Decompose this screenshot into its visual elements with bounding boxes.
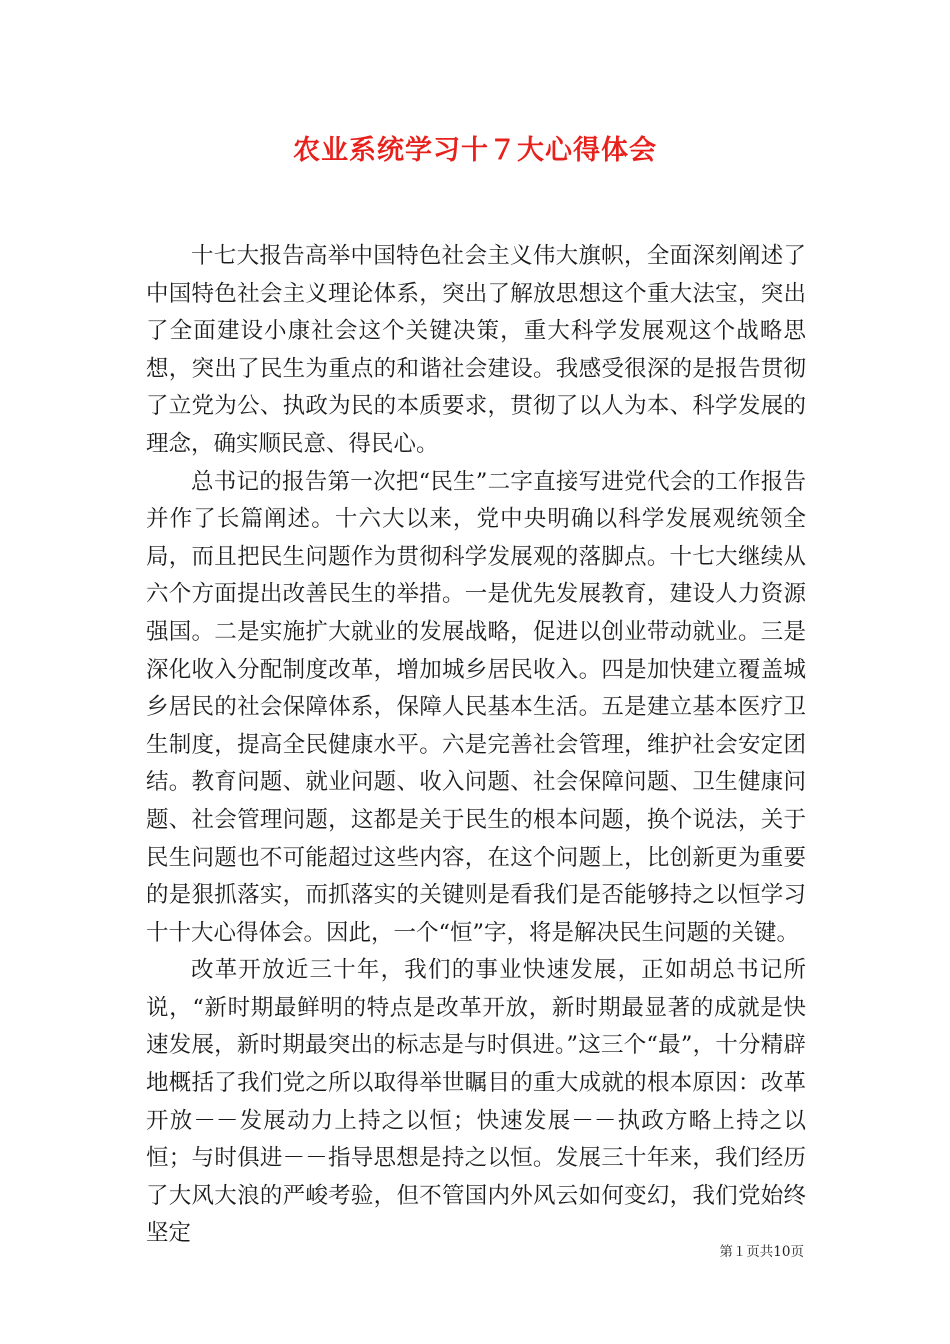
document-body — [146, 238, 806, 1253]
paragraph-2: 总书记的报告第一次把“民生”二字直接写进党代会的工作报告并作了长篇阐述。十六大以来，党中央明确以科学发展观统领全局，而且把民生问题作为贯彻科学发展观的落脚点。十七大继续从六个方面提出改善民生的举措。一是优先发展教育，建设人力资源强国。二是实施扩大就业的发展战略，促进以创业带动就业。三是深化收入分配制度改革，增加城乡居民收入。四是加快建立覆盖城乡居民的社会保障体系，保障人民基本生活。五是建立基本医疗卫生制度，提高全民健康水平。六是完善社会管理，维护社会安定团结。教育问题、就业问题、收入问题、社会保障问题、卫生健康问题、社会管理问题，这都是关于民生的根本问题，换个说法，关于民生问题也不可能超过这些内容，在这个问题上，比创新更为重要的是狠抓落实，而抓落实的关键则是看我们是否能够持之以恒学习十十大心得体会。因此，一个“恒”字，将是解决民生问题的关键。 — [146, 468, 806, 946]
page-number: 第１页共10页 — [719, 1244, 804, 1260]
document-title: 农业系统学习十７大心得体会 — [293, 135, 657, 166]
paragraph-1: 十七大报告高举中国特色社会主义伟大旗帜，全面深刻阐述了中国特色社会主义理论体系，突出了解放思想这个重大法宝，突出了全面建设小康社会这个关键决策，重大科学发展观这个战略思想，突出了民生为重点的和谐社会建设。我感受很深的是报告贯彻了立党为公、执政为民的本质要求，贯彻了以人为本、科学发展的理念，确实顺民意、得民心。 — [146, 243, 806, 457]
paragraph-3: 改革开放近三十年，我们的事业快速发展，正如胡总书记所说，“新时期最鲜明的特点是改革开放，新时期最显著的成就是快速发展，新时期最突出的标志是与时俱进。”这三个“最”，十分精辟地概括了我们党之所以取得举世瞩目的重大成就的根本原因：改革开放－－发展动力上持之以恒；快速发展－－执政方略上持之以恒；与时俱进－－指导思想是持之以恒。发展三十年来，我们经历了大风大浪的严峻考验，但不管国内外风云如何变幻，我们党始终坚定 — [146, 957, 806, 1247]
